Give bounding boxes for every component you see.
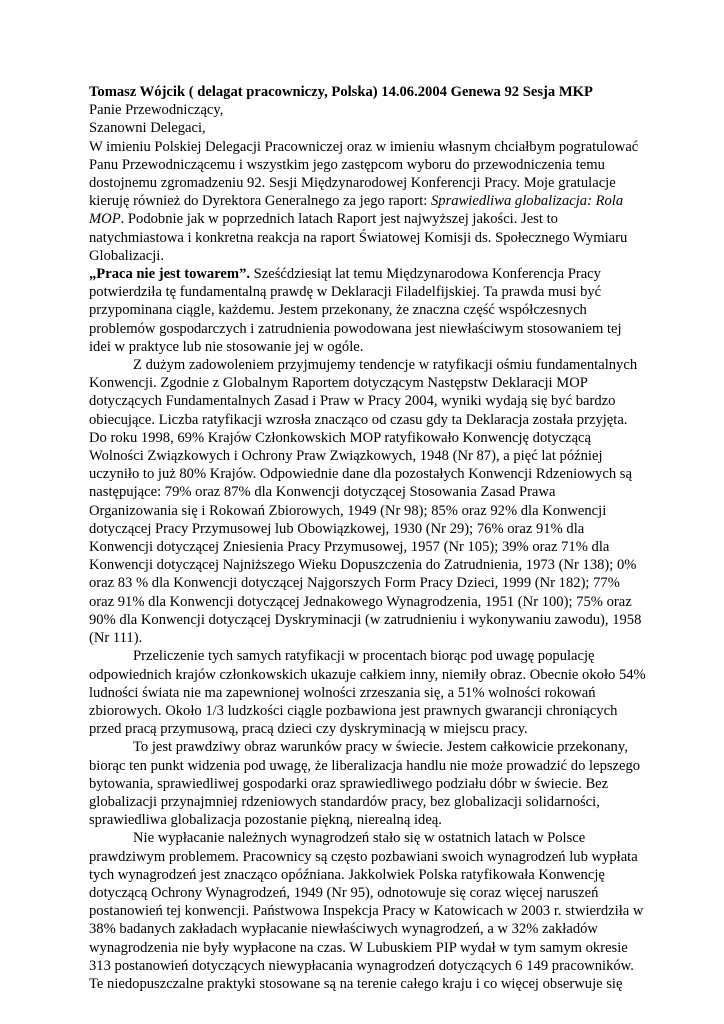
salutation-delegates: Szanowni Delegaci, [89, 120, 206, 137]
labour-not-commodity-quote: „Praca nie jest towarem”. [89, 266, 251, 283]
paragraph-population-percentages: Przeliczenie tych samych ratyfikacji w procentach biorąc pod uwagę populację odpowiednich krajów członkowskich ukazuje całkiem inny, niemiły obraz. Obecnie około 54% ludności świata nie ma zapewnionej wolności zrzeszania się, a 51% wolności rokowań zbiorowych. Około 1/3 ludzkości ciągle pozbawiona jest prawnych gwarancji chroniących przed pracą przymusową, pracą dzieci czy dyskryminacją w miejscu pracy. [89, 648, 646, 738]
paragraph-congratulations-text-2: . Podobnie jak w poprzednich latach Raport jest najwyższej jakości. Jest to natychmiastowa i konkretna reakcja na raport Światowej Komisji ds. Społecznego Wymiaru Globalizacji. [89, 211, 628, 264]
paragraph-congratulations-text-1: W imieniu Polskiej Delegacji Pracowniczej oraz w imieniu własnym chciałbym pogratulować Panu Przewodniczącemu i wszystkim jego zastępcom wyboru do przewodniczenia temu dostojnemu zgromadzeniu 92. Sesji Międzynarodowej Konferencji Pracy. Moje gratulacje kieruję również do Dyrektora Generalnego za jego raport: [89, 138, 639, 210]
paragraph-labour-not-commodity-text: Sześćdziesiąt lat temu Międzynarodowa Konferencja Pracy potwierdziła tę fundamentalną prawdę w Deklaracji Filadelfijskiej. Ta prawda musi być przypominana ciągle, każdemu. Jestem przekonany, że znaczna część współczesnych problemów gospodarczych i zatrudnienia powodowana jest niewłaściwym stosowaniem tej idei w praktyce lub nie stosowanie jej w ogóle. [89, 266, 622, 355]
document-body [89, 83, 647, 993]
salutation-chairman: Panie Przewodniczący, [89, 102, 224, 119]
paragraph-ratifications: Z dużym zadowoleniem przyjmujemy tendencje w ratyfikacji ośmiu fundamentalnych Konwencji. Zgodnie z Globalnym Raportem dotyczącym Następstw Deklaracji MOP dotyczących Fundamentalnych Zasad i Praw w Pracy 2004, wyniki wydają się być bardzo obiecujące. Liczba ratyfikacji wzrosła znacząco od czasu gdy ta Deklaracja została przyjęta. Do roku 1998, 69% Krajów Członkowskich MOP ratyfikowało Konwencję dotyczącą Wolności Związkowych i Ochrony Praw Związkowych, 1948 (Nr 87), a pięć lat później uczyniło to już 80% Krajów. Odpowiednie dane dla pozostałych Konwencji Rdzeniowych są następujące: 79% oraz 87% dla Konwencji dotyczącej Stosowania Zasad Prawa Organizowania się i Rokowań Zbiorowych, 1949 (Nr 98); 85% oraz 92% dla Konwencji dotyczącej Pracy Przymusowej lub Obowiązkowej, 1930 (Nr 29); 76% oraz 91% dla Konwencji dotyczącej Zniesienia Pracy Przymusowej, 1957 (Nr 105); 39% oraz 71% dla Konwencji dotyczącej Najniższego Wieku Dopuszczenia do Zatrudnienia, 1973 (Nr 138); 0% oraz 83 % dla Konwencji dotyczącej Najgorszych Form Pracy Dzieci, 1999 (Nr 182); 77% oraz 91% dla Konwencji dotyczącej Jednakowego Wynagrodzenia, 1951 (Nr 100); 75% oraz 90% dla Konwencji dotyczącej Dyskryminacji (w zatrudnieniu i wykonywaniu zawodu), 1958 (Nr 111). [89, 357, 642, 647]
paragraph-labour-not-commodity [89, 265, 647, 356]
paragraph-congratulations [89, 138, 647, 265]
document-header: Tomasz Wójcik ( delagat pracowniczy, Polska) 14.06.2004 Genewa 92 Sesja MKP [89, 84, 593, 100]
paragraph-true-picture: To jest prawdziwy obraz warunków pracy w świecie. Jestem całkowicie przekonany, biorąc ten punkt widzenia pod uwagę, że liberalizacja handlu nie może prowadzić do lepszego bytowania, sprawiedliwej gospodarki oraz sprawiedliwego podziału dóbr w świecie. Bez globalizacji przynajmniej rdzeniowych standardów pracy, bez globalizacji solidarności, sprawiedliwa globalizacja pozostanie piękną, nierealną ideą. [89, 739, 641, 829]
paragraph-unpaid-wages: Nie wypłacanie należnych wynagrodzeń stało się w ostatnich latach w Polsce prawdziwym problemem. Pracownicy są często pozbawiani swoich wynagrodzeń lub wypłata tych wynagrodzeń jest znacząco opóźniana. Jakkolwiek Polska ratyfikowała Konwencję dotyczącą Ochrony Wynagrodzeń, 1949 (Nr 95), odnotowuje się coraz więcej naruszeń postanowień tej konwencji. Państwowa Inspekcja Pracy w Katowicach w 2003 r. stwierdziła w 38% badanych zakładach wypłacanie niewłaściwych wynagrodzeń, a w 32% zakładów wynagrodzenia nie były wypłacone na czas. W Lubuskiem PIP wydał w tym samym okresie 313 postanowień dotyczących niewypłacania wynagrodzeń dotyczących 6 149 pracowników. Te niedopuszczalne praktyki stosowane są na terenie całego kraju i co więcej obserwuje się [89, 830, 644, 992]
report-title: Sprawiedliwa globalizacja: Rola MOP [89, 193, 624, 228]
